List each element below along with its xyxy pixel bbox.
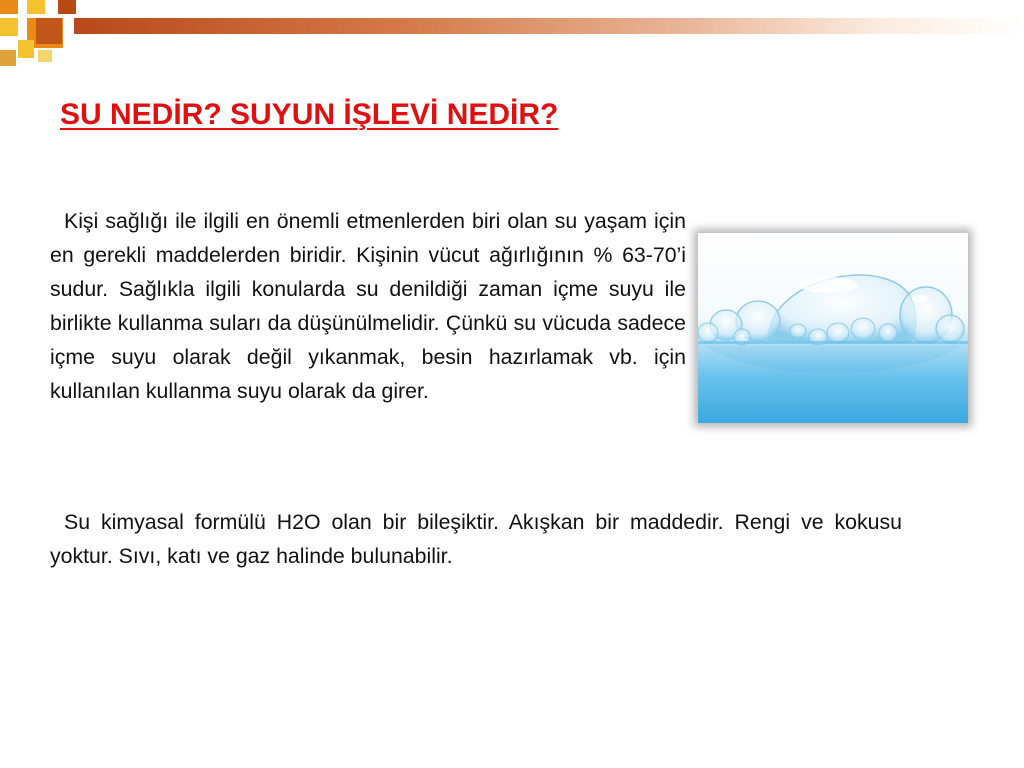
decor-square: [0, 0, 18, 14]
slide-title: SU NEDİR? SUYUN İŞLEVİ NEDİR?: [60, 98, 559, 131]
body-paragraph-1: Kişi sağlığı ile ilgili en önemli etmenlerden biri olan su yaşam için en gerekli maddelerden biridir. Kişinin vücut ağırlığının % 63-70’i sudur. Sağlıkla ilgili konularda su denildiği zaman içme suyu ile birlikte kullanma suları da düşünülmelidir. Çünkü su vücuda sadece içme suyu olarak değil yıkanmak, besin hazırlamak vb. için kullanılan kullanma suyu olarak da girer.: [50, 209, 686, 403]
water-bubbles-illustration: [698, 233, 968, 423]
decor-square: [38, 50, 52, 62]
decor-square: [0, 50, 16, 66]
body-paragraph-2: Su kimyasal formülü H2O olan bir bileşiktir. Akışkan bir maddedir. Rengi ve kokusu yoktur. Sıvı, katı ve gaz halinde bulunabilir.: [50, 510, 902, 568]
decor-square: [0, 18, 18, 36]
decor-square: [36, 18, 62, 44]
decor-square: [27, 0, 45, 14]
header-gradient-bar: [74, 18, 1024, 34]
decor-square: [58, 0, 76, 14]
decor-square: [18, 40, 34, 58]
water-bubbles-image: [698, 233, 968, 423]
